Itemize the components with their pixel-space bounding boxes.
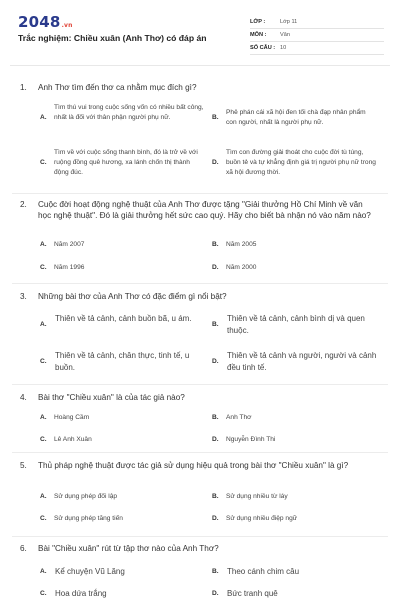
option-label: B. [212,114,219,121]
question-text: Cuộc đời hoạt động nghệ thuật của Anh Thơ được tặng "Giải thưởng Hồ Chí Minh về văn học nghệ thuật". Đó là giải thưởng hết sức cao quý. Hãy cho biết bà nhận nó vào năm nào? [38,200,371,220]
option-a[interactable] [40,313,208,337]
option-text: Năm 1996 [54,264,85,271]
option-text: Kể chuyện Vũ Lăng [55,567,125,576]
option-text: Lê Anh Xuân [54,436,92,443]
question-number: 3. [20,292,27,301]
option-b[interactable] [212,413,372,423]
question-text: Anh Thơ tìm đến thơ ca nhằm mục đích gì? [38,83,197,92]
option-label: B. [212,321,219,328]
option-a[interactable] [40,413,200,423]
option-label: C. [40,515,47,522]
question-number: 6. [20,544,27,553]
option-label: C. [40,590,47,597]
option-text: Thiên về tả cảnh, chân thực, tinh tế, u buồn. [55,351,190,372]
page-header [0,0,400,66]
option-text: Năm 2005 [226,241,257,248]
option-label: D. [212,590,219,597]
header-divider [10,65,390,66]
meta-row-subject [250,29,384,42]
meta-row-class [250,16,384,29]
option-d[interactable] [212,148,384,182]
option-label: B. [212,241,219,248]
logo-text: 2048 [18,13,61,31]
question-text: Bài thơ "Chiều xuân" là của tác giả nào? [38,393,185,402]
option-c[interactable] [40,588,200,600]
option-c[interactable] [40,435,200,445]
option-text: Năm 2007 [54,241,85,248]
option-d[interactable] [212,350,382,374]
option-text: Hoàng Cầm [54,414,90,421]
option-b[interactable] [212,492,372,502]
page-title: Trắc nghiệm: Chiều xuân (Anh Thơ) có đáp án [18,33,207,43]
option-d[interactable] [212,514,372,524]
question-text: Thủ pháp nghệ thuật được tác giả sử dụng hiệu quả trong bài thơ "Chiều xuân" là gì? [38,461,349,470]
option-label: B. [212,414,219,421]
option-text: Thiên về tả cảnh, cảnh bình dị và quen thuộc. [227,314,365,335]
option-text: Thiên về tả cảnh và người, người và cảnh đều tinh tế. [227,351,377,372]
option-label: C. [40,159,47,166]
option-label: C. [40,436,47,443]
question-number: 2. [20,200,27,209]
option-d[interactable] [212,263,372,273]
option-b[interactable] [212,240,372,250]
option-b[interactable] [212,108,384,134]
option-label: A. [40,114,47,121]
meta-key: MÔN : [250,32,267,38]
option-label: D. [212,515,219,522]
option-text: Nguyễn Đình Thi [226,436,276,443]
option-label: C. [40,358,47,365]
option-label: A. [40,241,47,248]
question-number: 1. [20,83,27,92]
option-d[interactable] [212,435,372,445]
question-divider [12,384,388,385]
option-a[interactable] [40,240,200,250]
question-divider [12,193,388,194]
option-label: D. [212,436,219,443]
option-label: A. [40,414,47,421]
option-c[interactable] [40,514,200,524]
meta-key: SỐ CÂU : [250,45,276,51]
option-a[interactable] [40,566,200,578]
option-c[interactable] [40,263,200,273]
option-text: Theo cánh chim câu [227,567,300,576]
option-label: D. [212,264,219,271]
option-text: Phê phán cái xã hội đen tối chà đạp nhân phẩm con người, nhất là người phụ nữ. [226,109,366,126]
option-label: A. [40,321,47,328]
option-c[interactable] [40,350,208,374]
option-a[interactable] [40,492,200,502]
option-text: Tìm về với cuộc sống thanh bình, đó là trở về với ruộng đồng quê hương, xa lánh chốn thị thành động đúc. [54,149,198,176]
option-d[interactable] [212,588,372,600]
option-label: A. [40,568,47,575]
option-text: Bức tranh quê [227,589,278,598]
meta-table [250,16,384,55]
option-label: B. [212,493,219,500]
question-text: Bài "Chiều xuân" rút từ tập thơ nào của Anh Thơ? [38,544,219,553]
meta-key: LỚP : [250,19,266,25]
option-text: Sử dụng phép tăng tiến [54,515,123,522]
question-divider [12,283,388,284]
option-label: A. [40,493,47,500]
meta-value: Lớp 11 [280,19,298,25]
option-text: Thiên về tả cảnh, cảnh buồn bã, u ám. [55,314,192,323]
option-text: Tìm con đường giải thoát cho cuộc đời tù túng, buồn tẻ và tự khẳng định giá trị người phụ nữ trong xã hội đương thời. [226,149,376,176]
option-text: Sử dụng nhiều từ láy [226,493,288,500]
option-c[interactable] [40,148,210,182]
option-text: Anh Thơ [226,414,252,421]
option-label: D. [212,358,219,365]
option-a[interactable] [40,103,210,137]
site-logo[interactable] [18,13,73,31]
question-divider [12,536,388,537]
option-label: C. [40,264,47,271]
option-label: D. [212,159,219,166]
option-text: Sử dụng phép đối lập [54,493,118,500]
question-text: Những bài thơ của Anh Thơ có đặc điểm gì nổi bật? [38,292,227,301]
option-text: Tìm thú vui trong cuộc sống vốn có nhiều bất công, nhất là đối với thân phận người phụ nữ. [54,104,204,121]
question-divider [12,452,388,453]
option-b[interactable] [212,313,382,337]
question-number: 4. [20,393,27,402]
meta-value: Văn [280,32,290,38]
meta-value: 10 [280,45,287,51]
logo-suffix: .vn [61,22,73,29]
question-number: 5. [20,461,27,470]
option-b[interactable] [212,566,372,578]
meta-row-count [250,42,384,55]
option-label: B. [212,568,219,575]
option-text: Năm 2000 [226,264,257,271]
option-text: Hoa dứa trắng [55,589,107,598]
option-text: Sử dụng nhiều điệp ngữ [226,515,298,522]
